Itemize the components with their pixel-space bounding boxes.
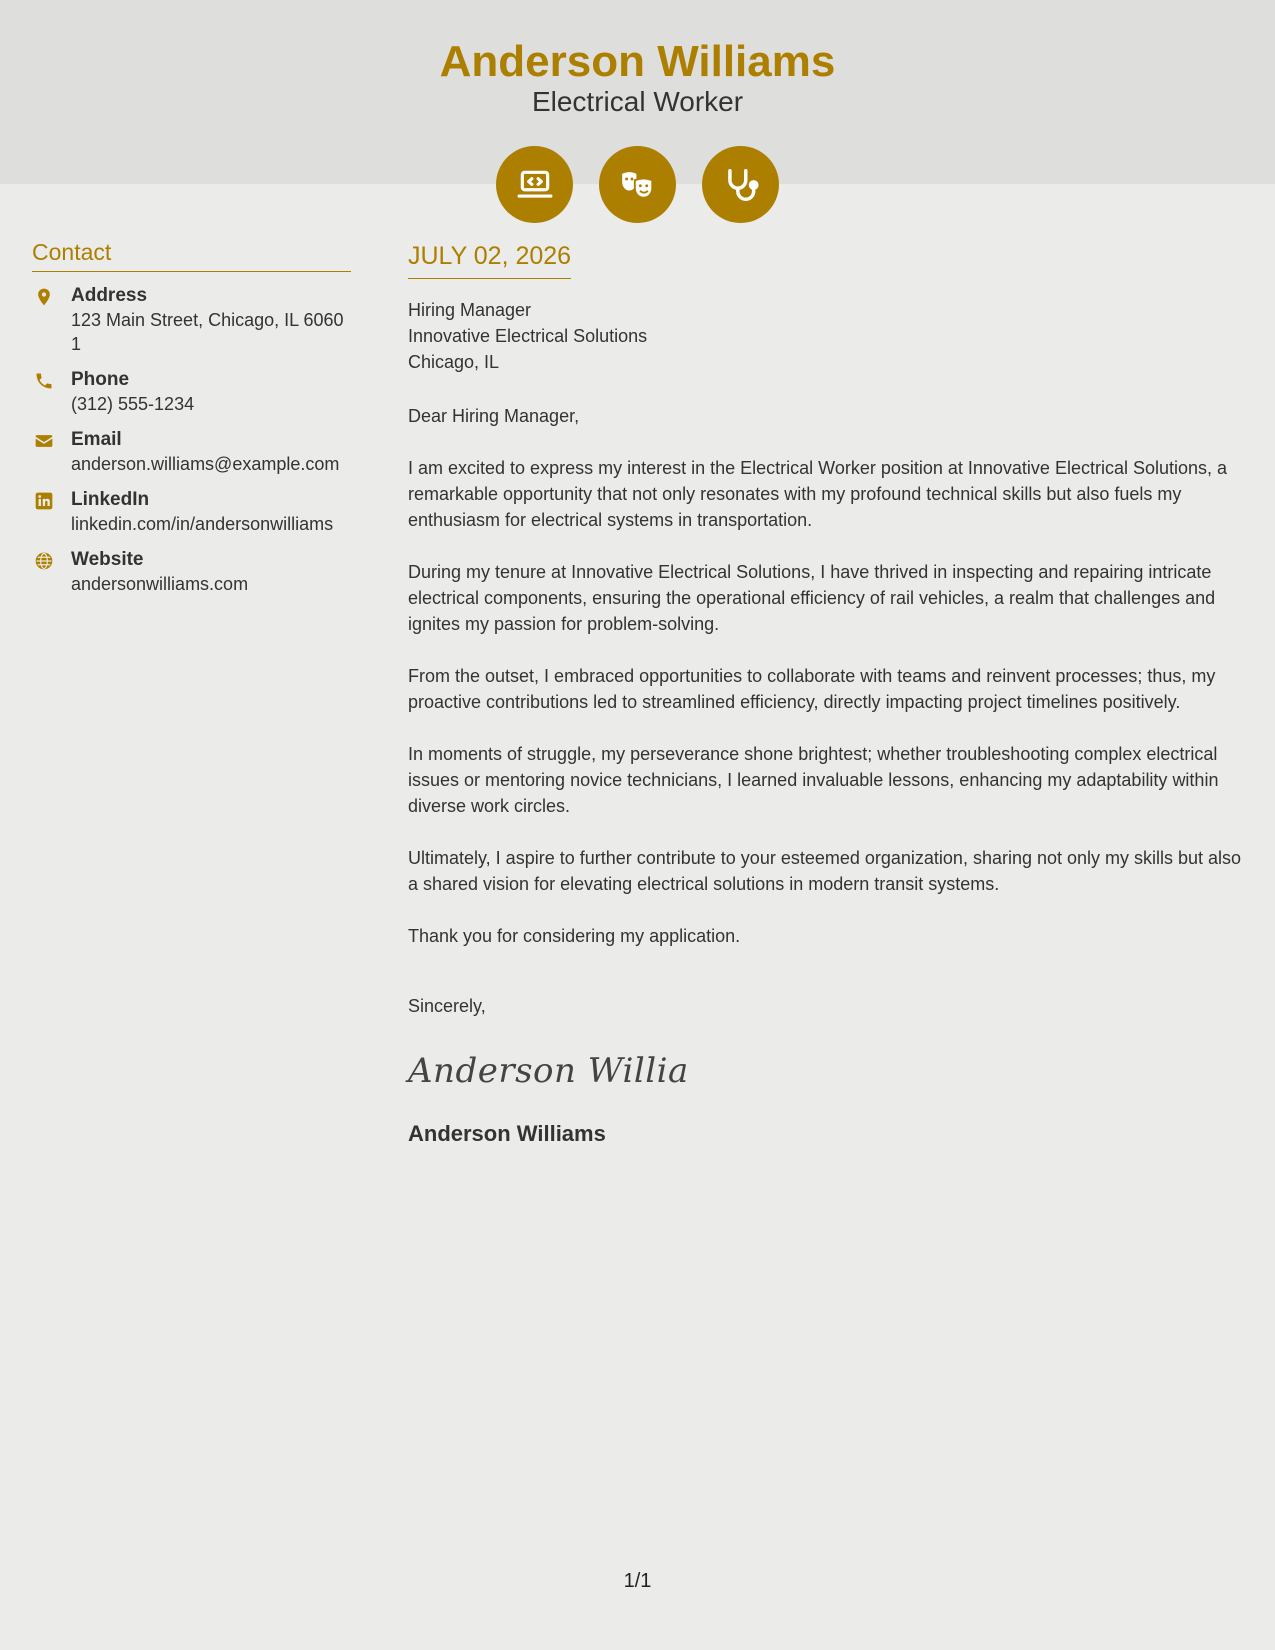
address-label: Address xyxy=(71,285,148,306)
contact-email xyxy=(32,428,351,476)
envelope-icon xyxy=(34,431,54,451)
contact-website xyxy=(32,548,351,596)
linkedin-value[interactable]: linkedin.com/in/andersonwilliams xyxy=(71,514,334,534)
signature: Anderson Willia xyxy=(408,1051,689,1091)
recipient-line: Chicago, IL xyxy=(408,352,500,372)
contact-heading: Contact xyxy=(32,237,351,272)
contact-sidebar xyxy=(32,237,351,596)
phone-label: Phone xyxy=(71,369,130,390)
salutation: Dear Hiring Manager, xyxy=(408,406,580,426)
letter-body xyxy=(408,240,1250,1147)
page-number: 1/1 xyxy=(623,1570,652,1592)
email-value[interactable]: anderson.williams@example.com xyxy=(71,454,340,474)
linkedin-icon xyxy=(34,491,54,511)
applicant-name: Anderson Williams xyxy=(439,37,836,86)
website-label: Website xyxy=(71,549,144,570)
letter-paragraph: In moments of struggle, my perseverance shone brightest; whether troubleshooting complex electrical issues or mentoring novice technicians, I learned invaluable lessons, enhancing my adaptability within diverse work circles. xyxy=(408,744,1219,816)
phone-icon xyxy=(34,371,54,391)
phone-value: (312) 555-1234 xyxy=(71,394,195,414)
recipient-line: Innovative Electrical Solutions xyxy=(408,326,648,346)
letter-paragraph: From the outset, I embraced opportunities to collaborate with teams and reinvent processes; thus, my proactive contributions led to streamlined efficiency, directly impacting project timelines positively. xyxy=(408,666,1216,712)
map-pin-icon xyxy=(34,287,54,307)
recipient-block xyxy=(408,297,1250,375)
laptop-code-icon xyxy=(496,146,573,223)
contact-phone xyxy=(32,368,351,416)
letter-date: JULY 02, 2026 xyxy=(408,240,571,279)
contact-linkedin xyxy=(32,488,351,536)
job-title: Electrical Worker xyxy=(531,86,744,117)
contact-address xyxy=(32,284,351,356)
signed-name: Anderson Williams xyxy=(408,1121,606,1146)
badge-row xyxy=(0,146,1275,223)
recipient-line: Hiring Manager xyxy=(408,300,532,320)
closing: Sincerely, xyxy=(408,996,486,1016)
letter-paragraph: Ultimately, I aspire to further contribute to your esteemed organization, sharing not only my skills but also a shared vision for elevating electrical solutions in modern transit systems. xyxy=(408,848,1242,894)
globe-icon xyxy=(34,551,54,571)
stethoscope-icon xyxy=(702,146,779,223)
email-label: Email xyxy=(71,429,122,450)
letter-paragraph: During my tenure at Innovative Electrical Solutions, I have thrived in inspecting and repairing intricate electrical components, ensuring the operational efficiency of rail vehicles, a realm that challenges and ignites my passion for problem-solving. xyxy=(408,562,1216,634)
letter-paragraph: Thank you for considering my application. xyxy=(408,926,741,946)
address-value: 123 Main Street, Chicago, IL 60601 xyxy=(71,310,344,354)
theater-masks-icon xyxy=(599,146,676,223)
letter-paragraph: I am excited to express my interest in the Electrical Worker position at Innovative Electrical Solutions, a remarkable opportunity that not only resonates with my profound technical skills but also fuels my enthusiasm for electrical systems in transportation. xyxy=(408,458,1228,530)
website-value[interactable]: andersonwilliams.com xyxy=(71,574,249,594)
linkedin-label: LinkedIn xyxy=(71,489,150,510)
